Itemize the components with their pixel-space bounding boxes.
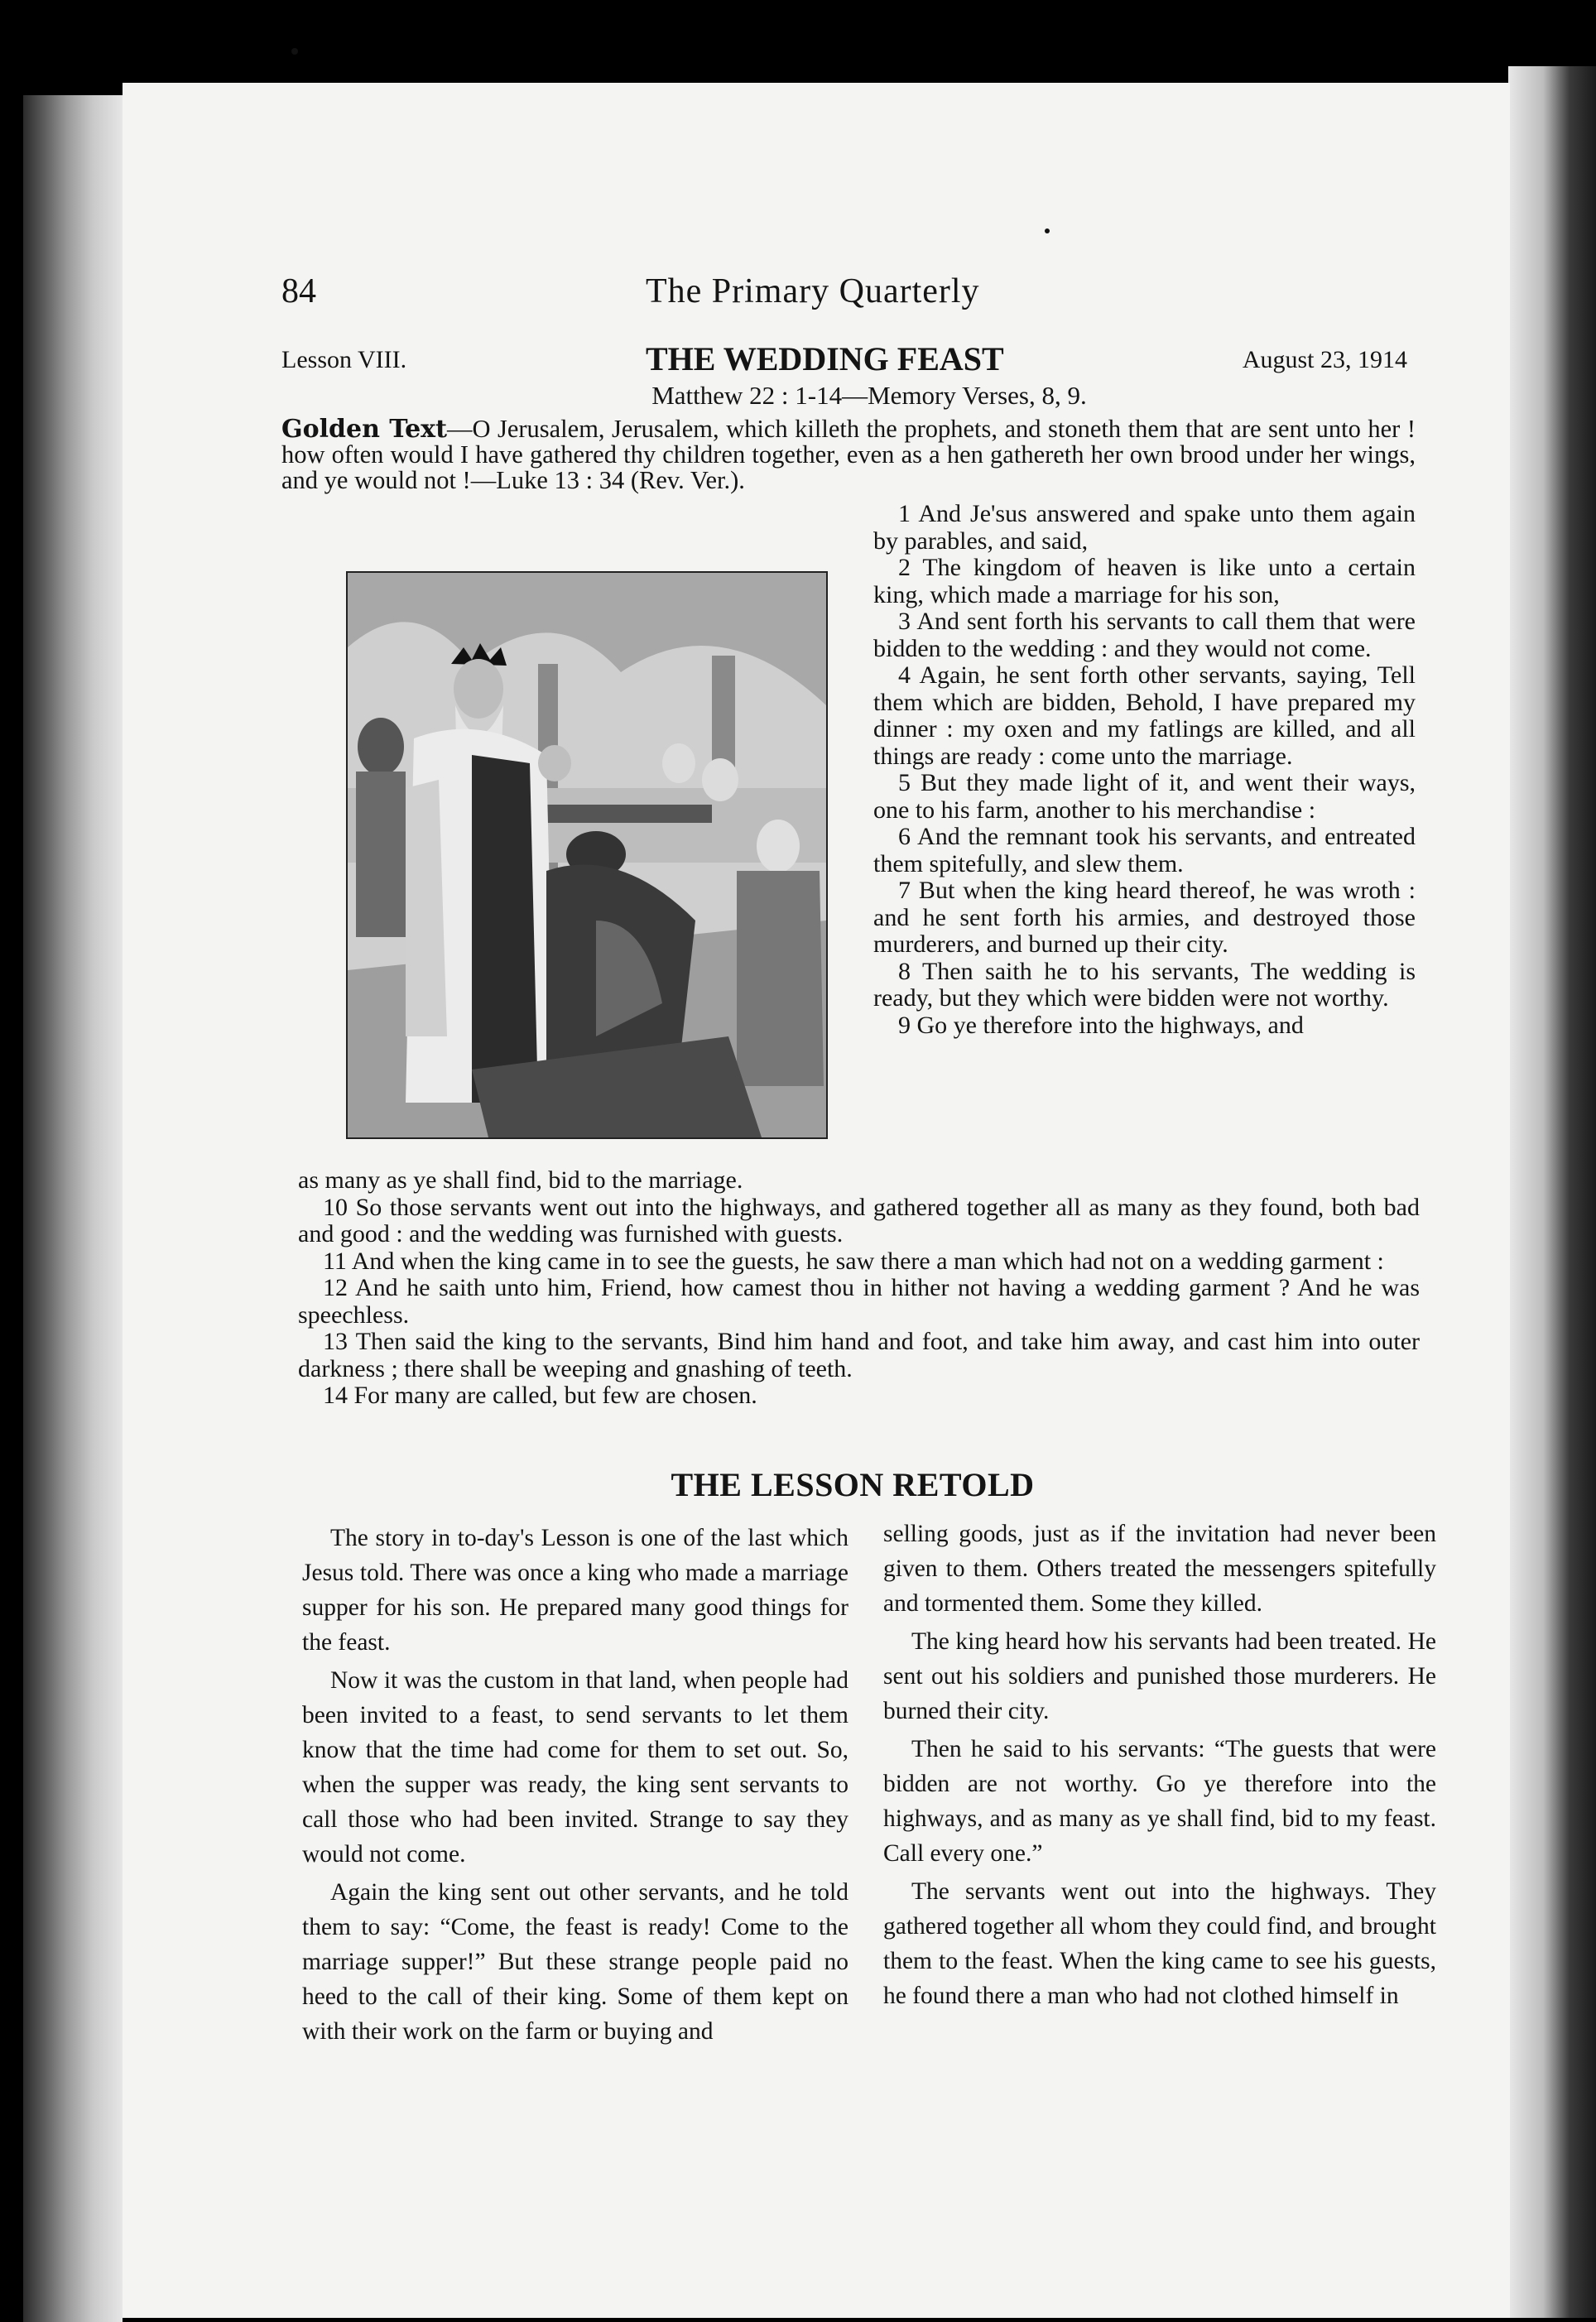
verse: 1 And Je'sus answered and spake unto them again by parables, and said, bbox=[873, 500, 1416, 555]
illustration-drawing bbox=[348, 573, 826, 1137]
verse: 9 Go ye therefore into the highways, and bbox=[898, 1011, 1304, 1039]
paragraph: The story in to-day's Lesson is one of the last which Jesus told. There was once a king who made a marriage supper for his son. He prepared many good things for the feast. bbox=[302, 1525, 848, 1656]
paragraph: Now it was the custom in that land, when people had been invited to a feast, to send servants to let them know that the time had come for them to set out. So, when the supper was ready, the king sent servants to call those who had been invited. Strange to say they would not come. bbox=[302, 1667, 848, 1868]
verse: 6 And the remnant took his servants, and entreated them spitefully, and slew them. bbox=[873, 823, 1416, 877]
scripture-verses-1-9 bbox=[873, 501, 1416, 1039]
verse: 11 And when the king came in to see the guests, he saw there a man which had not on a wedding garment : bbox=[323, 1247, 1384, 1275]
running-title: The Primary Quarterly bbox=[646, 272, 980, 310]
verse: 7 But when the king heard thereof, he was wroth : and he sent forth his armies, and destroyed those murderers, and burned up their city. bbox=[873, 877, 1416, 958]
golden-text-label: Golden Text bbox=[281, 415, 447, 444]
lesson-number: Lesson VIII. bbox=[281, 346, 407, 373]
section-heading-lesson-retold: THE LESSON RETOLD bbox=[671, 1466, 1035, 1503]
golden-text-body: —O Jerusalem, Jerusalem, which killeth the prophets, and stoneth them that are sent unto her ! how often would I have gathered thy children together, even as a hen gathereth her own brood under her wings, and ye would not !—Luke 13 : 34 (Rev. Ver.). bbox=[281, 415, 1416, 494]
dust-speck bbox=[1045, 228, 1050, 233]
scripture-verses-10-14 bbox=[298, 1167, 1420, 1410]
retold-column-left bbox=[302, 1521, 848, 2052]
dust-speck bbox=[291, 48, 298, 55]
verse: 12 And he saith unto him, Friend, how camest thou in hither not having a wedding garment ? And he was speechless. bbox=[298, 1274, 1420, 1329]
verse: 3 And sent forth his servants to call them that were bidden to the wedding : and they would not come. bbox=[873, 608, 1416, 662]
lesson-header bbox=[281, 339, 1424, 381]
book-edge-right bbox=[1508, 66, 1596, 2318]
verse: 13 Then said the king to the servants, Bind him hand and foot, and take him away, and cast him into outer darkness ; there shall be weeping and gnashing of teeth. bbox=[298, 1328, 1420, 1382]
verse: 8 Then saith he to his servants, The wedding is ready, but they which were bidden were not worthy. bbox=[873, 957, 1416, 1012]
verse: 10 So those servants went out into the highways, and gathered together all as many as they found, both bad and good : and the wedding was furnished with guests. bbox=[298, 1193, 1420, 1248]
verse: 2 The kingdom of heaven is like unto a certain king, which made a marriage for his son, bbox=[873, 554, 1416, 608]
lesson-date: August 23, 1914 bbox=[1242, 346, 1407, 373]
verse: 4 Again, he sent forth other servants, saying, Tell them which are bidden, Behold, I have prepared my dinner : my oxen and my fatlings are killed, and all things are ready : come unto the marriage. bbox=[873, 661, 1416, 770]
verse: 5 But they made light of it, and went their ways, one to his farm, another to his merchandise : bbox=[873, 769, 1416, 824]
retold-column-right bbox=[883, 1517, 1436, 2017]
paragraph-continuation: selling goods, just as if the invitation had never been given to them. Others treated the messengers spitefully and tormented them. Some they killed. bbox=[883, 1521, 1436, 1617]
golden-text bbox=[281, 416, 1416, 493]
page-number: 84 bbox=[281, 272, 316, 310]
paragraph: The king heard how his servants had been treated. He sent out his soldiers and punished those murderers. He burned their city. bbox=[883, 1628, 1436, 1724]
paragraph: Then he said to his servants: “The guests that were bidden are not worthy. Go ye therefore into the highways, and as many as ye shall find, bid to my feast. Call every one.” bbox=[883, 1736, 1436, 1867]
illustration-wedding-feast bbox=[346, 571, 828, 1139]
scripture-reference: Matthew 22 : 1-14—Memory Verses, 8, 9. bbox=[651, 381, 1087, 410]
verse-continuation: as many as ye shall find, bid to the marriage. bbox=[298, 1166, 743, 1194]
lesson-title: THE WEDDING FEAST bbox=[646, 340, 1004, 377]
paragraph: The servants went out into the highways. They gathered together all whom they could find, and brought them to the feast. When the king came to see his guests, he found there a man who had not clothed himself in bbox=[883, 1878, 1436, 2009]
book-edge-left bbox=[23, 95, 123, 2322]
verse: 14 For many are called, but few are chosen. bbox=[323, 1382, 757, 1409]
paragraph: Again the king sent out other servants, and he told them to say: “Come, the feast is ready! Come to the marriage supper!” But these strange people paid no heed to the call of their king. Some of them kept on with their work on the farm or buying and bbox=[302, 1879, 848, 2045]
running-head bbox=[281, 272, 1424, 321]
